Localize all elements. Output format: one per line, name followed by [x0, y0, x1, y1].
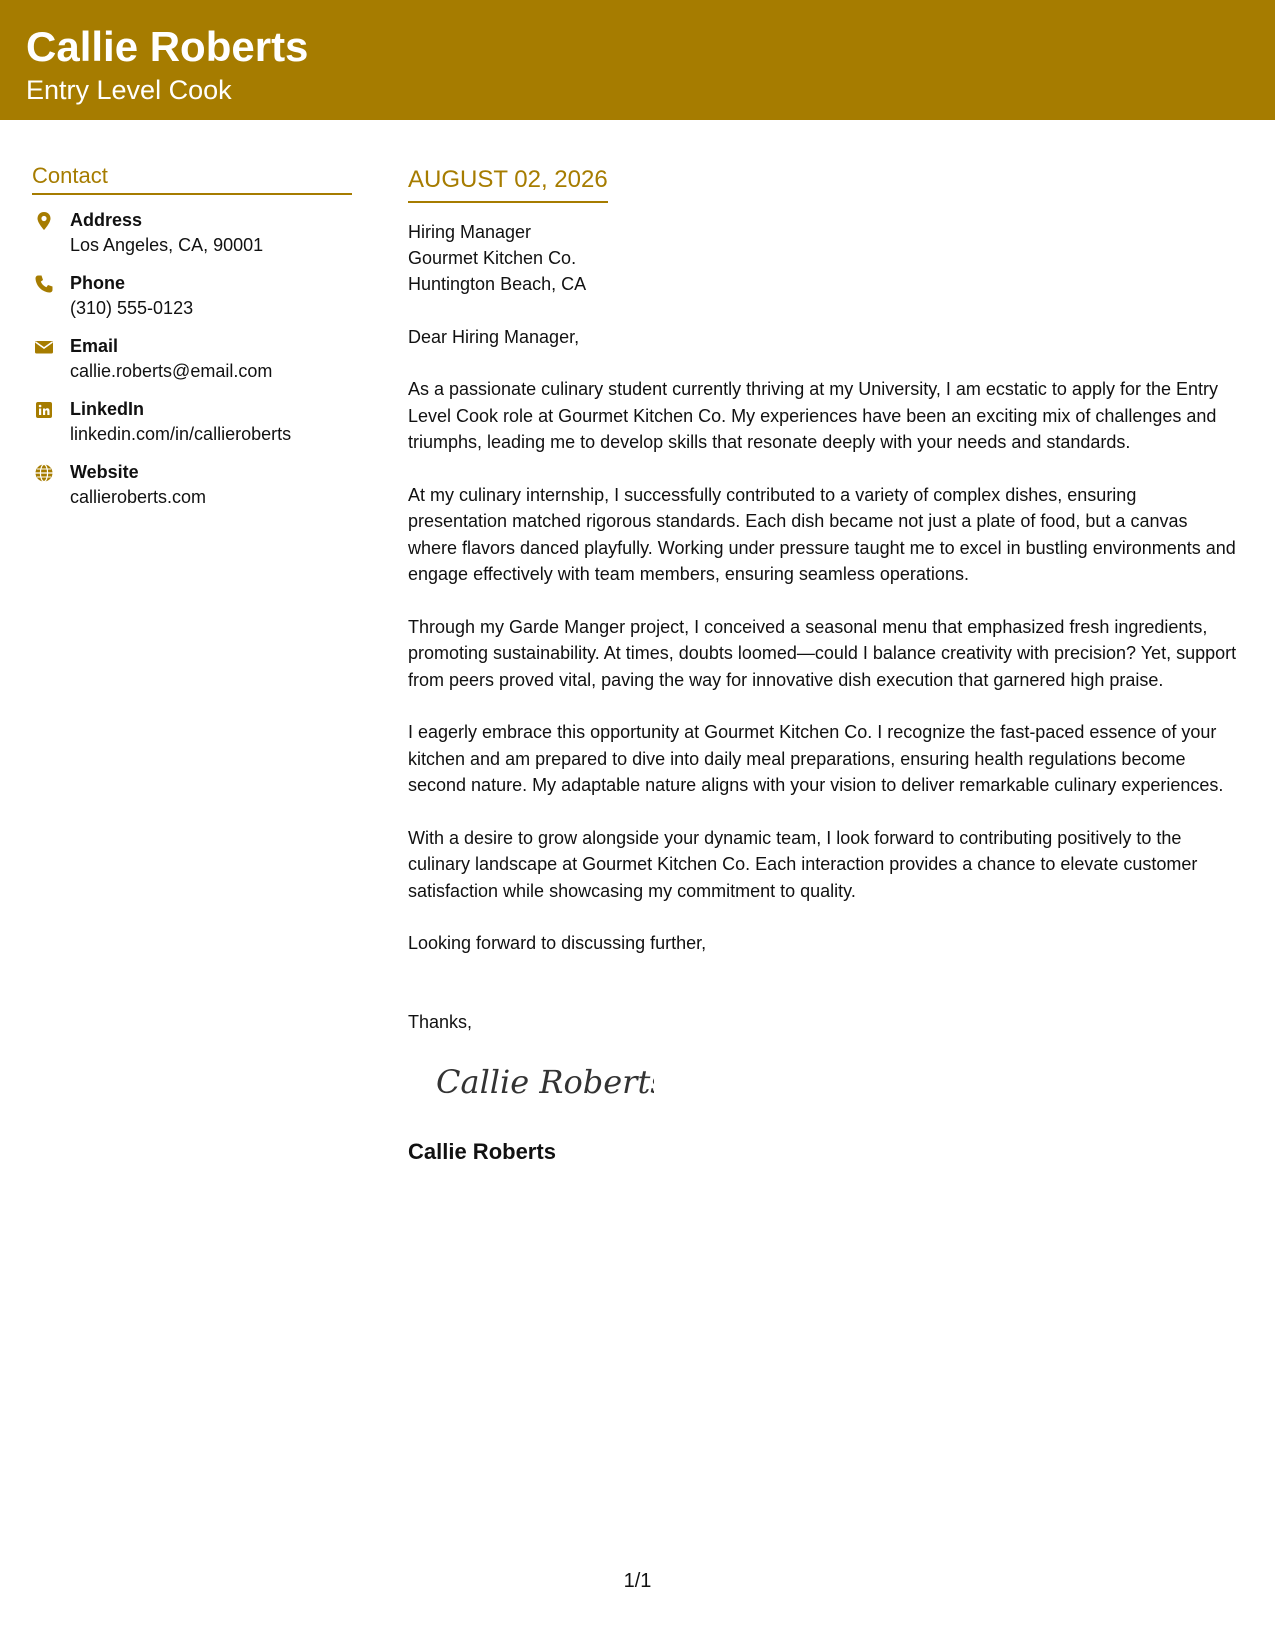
contact-value: Los Angeles, CA, 90001 — [70, 235, 264, 256]
contact-sidebar — [32, 163, 352, 510]
contact-value: linkedin.com/in/callieroberts — [70, 424, 292, 445]
letter-body — [408, 166, 1240, 1165]
recipient-line: Huntington Beach, CA — [408, 273, 587, 294]
contact-address — [32, 208, 352, 258]
globe-icon — [34, 463, 54, 483]
contact-label: Email — [70, 336, 119, 357]
contact-label: Website — [70, 462, 139, 483]
contact-website — [32, 460, 352, 510]
page-number: 1/1 — [623, 1570, 652, 1592]
contact-heading: Contact — [32, 163, 352, 195]
linkedin-icon — [34, 400, 54, 420]
contact-linkedin — [32, 397, 352, 447]
paragraph: Through my Garde Manger project, I conceived a seasonal menu that emphasized fresh ingredients, promoting sustainability. At times, doubts loomed—could I balance creativity with precision? Yet, support from peers proved vital, paving the way for innovative dish execution that garnered high praise. — [408, 616, 1237, 690]
paragraph: As a passionate culinary student currently thriving at my University, I am ecstatic to apply for the Entry Level Cook role at Gourmet Kitchen Co. My experiences have been an exciting mix of challenges and triumphs, leading me to develop skills that resonate deeply with your needs and standards. — [408, 379, 1219, 453]
contact-phone — [32, 271, 352, 321]
contact-value: callie.roberts@email.com — [70, 361, 273, 382]
sign-off: Thanks, — [408, 1011, 473, 1032]
recipient-line: Hiring Manager — [408, 221, 532, 242]
paragraph: I eagerly embrace this opportunity at Gourmet Kitchen Co. I recognize the fast-paced essence of your kitchen and am prepared to dive into daily meal preparations, ensuring health regulations become second nature. My adaptable nature aligns with your vision to deliver remarkable culinary experiences. — [408, 722, 1224, 796]
applicant-name: Callie Roberts — [26, 23, 309, 70]
contact-value: callieroberts.com — [70, 487, 207, 508]
letter-date: AUGUST 02, 2026 — [408, 166, 608, 203]
paragraph: At my culinary internship, I successfully contributed to a variety of complex dishes, ensuring presentation matched rigorous standards. Each dish became not just a plate of food, but a canvas where flavors danced playfully. Working under pressure taught me to excel in bustling environments and engage effectively with team members, ensuring seamless operations. — [408, 484, 1236, 585]
signature-text: Callie Roberts — [436, 1063, 654, 1102]
contact-list — [32, 208, 352, 510]
job-title: Entry Level Cook — [26, 75, 232, 105]
header-banner — [0, 0, 1275, 120]
contact-label: LinkedIn — [70, 399, 145, 420]
envelope-icon — [34, 337, 54, 357]
contact-label: Phone — [70, 273, 126, 294]
greeting: Dear Hiring Manager, — [408, 326, 580, 347]
contact-label: Address — [70, 210, 143, 231]
recipient-block — [408, 219, 1240, 297]
location-pin-icon — [34, 211, 54, 231]
signed-name: Callie Roberts — [408, 1138, 556, 1164]
recipient-line: Gourmet Kitchen Co. — [408, 247, 577, 268]
closing-line: Looking forward to discussing further, — [408, 933, 707, 954]
contact-email — [32, 334, 352, 384]
handwritten-signature — [434, 1057, 654, 1107]
contact-value: (310) 555-0123 — [70, 298, 194, 319]
phone-icon — [34, 274, 54, 294]
paragraph: With a desire to grow alongside your dynamic team, I look forward to contributing positively to the culinary landscape at Gourmet Kitchen Co. Each interaction provides a chance to elevate customer satisfaction while showcasing my commitment to quality. — [408, 827, 1198, 901]
